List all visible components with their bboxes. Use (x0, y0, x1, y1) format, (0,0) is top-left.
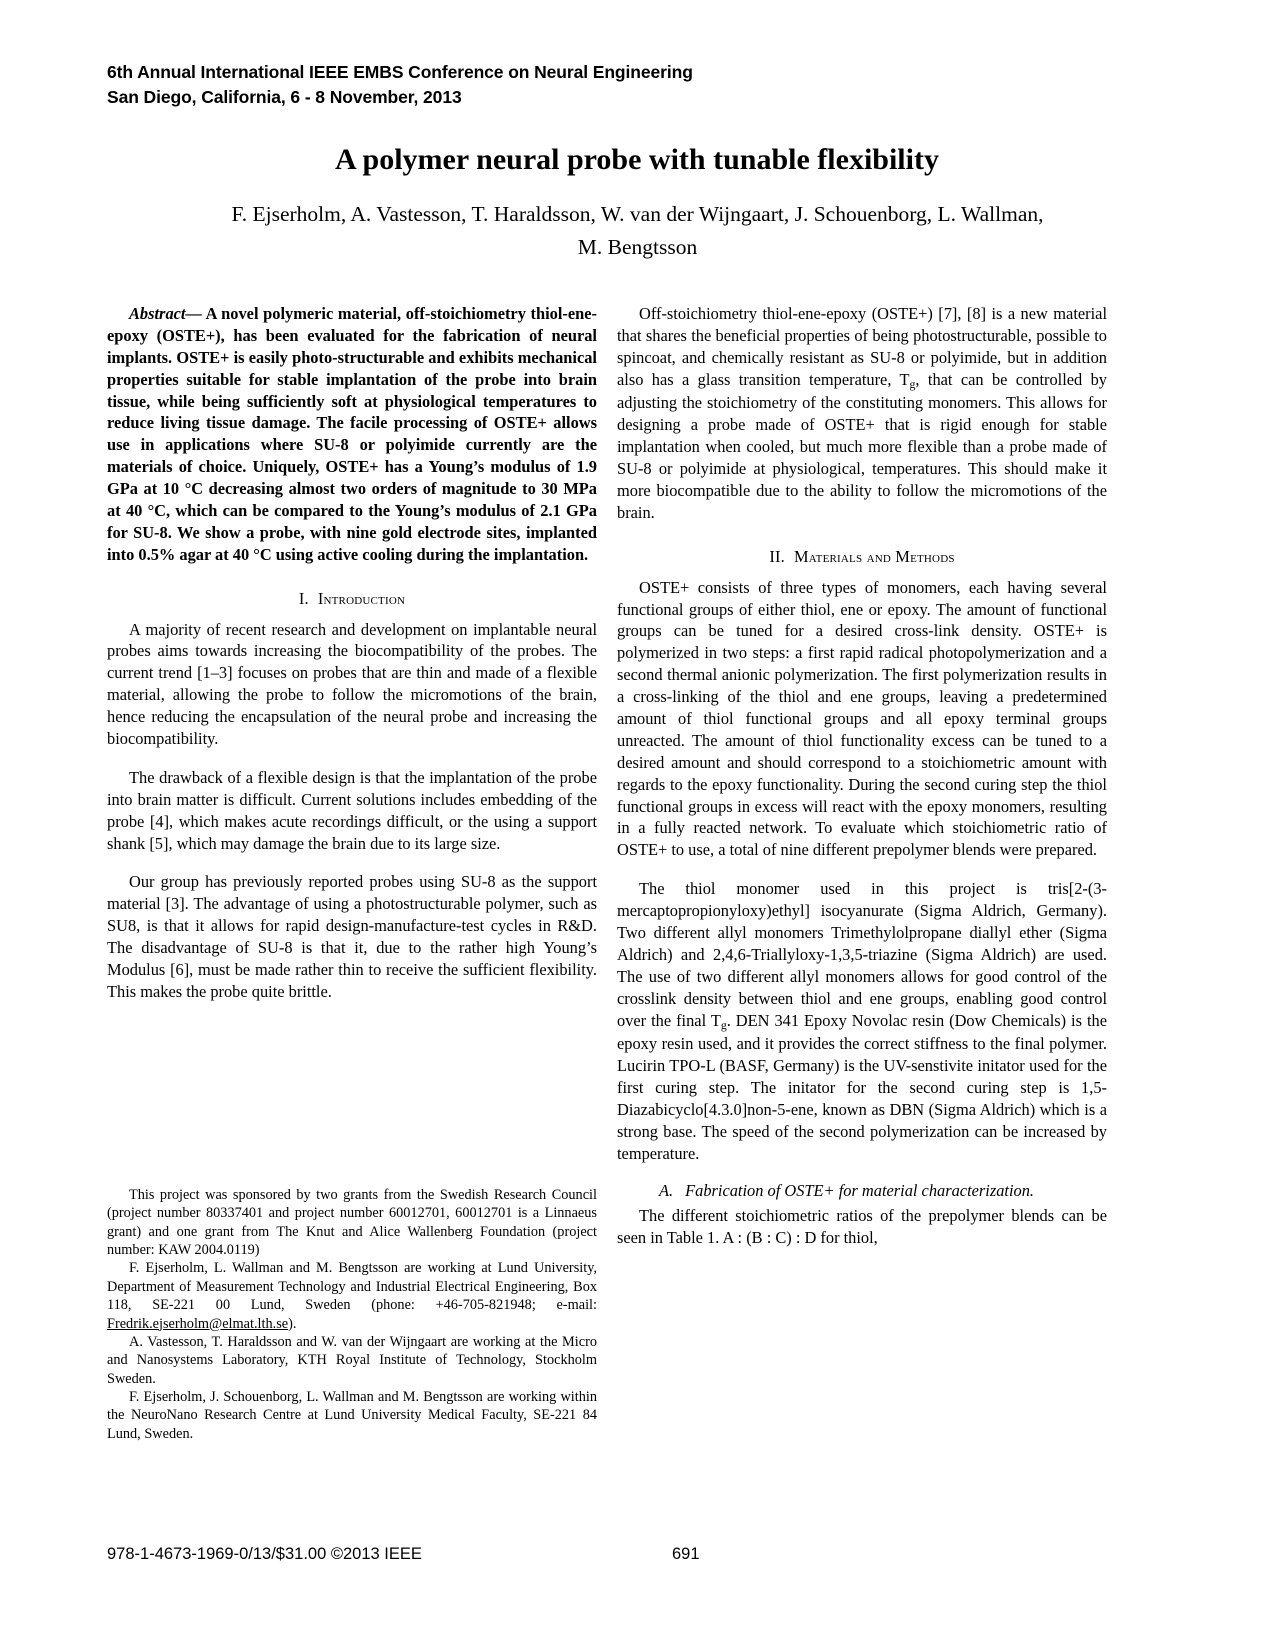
section-numeral: I. (298, 588, 309, 608)
section-heading-materials-and-methods (617, 546, 1107, 568)
author-line-2: M. Bengtsson (577, 235, 698, 260)
subsection-letter: A. (659, 1180, 674, 1200)
subsection-heading-a (659, 1180, 1107, 1202)
author-line-1: F. Ejserholm, A. Vastesson, T. Haraldsson, W. van der Wijngaart, J. Schouenborg, L. Wallman, (231, 202, 1044, 226)
section-label: Materials and Methods (793, 546, 955, 566)
materials-paragraph-1: OSTE+ consists of three types of monomers, each having several functional groups of either thiol, ene or epoxy. The amount of functional groups can be tuned for a desired cross-link density. OSTE+ is polymerized in two steps: a first rapid radical photopolymerization and a second thermal anionic polymerization. The first polymerization results in a cross-linking of the thiol and ene groups, leaving a predetermined amount of thiol functional groups and all epoxy terminal groups unreacted. The amount of thiol functionality excess can be tuned to a desired amount and should correspond to a stoichiometric amount with regards to the epoxy functionality. During the second curing step the thiol functional groups in excess will react with the epoxy monomers, resulting in a fully reacted network. To evaluate which stoichiometric ratio of OSTE+ to use, a total of nine different prepolymer blends were prepared. (617, 577, 1107, 860)
footnote-affiliation-kth: A. Vastesson, T. Haraldsson and W. van der Wijngaart are working at the Micro and Nanosystems Laboratory, KTH Royal Institute of Technology, Stockholm Sweden. (107, 1333, 597, 1387)
conference-header (107, 60, 1167, 110)
abstract-label: Abstract— (129, 304, 202, 323)
footnote-affiliation-neuronano: F. Ejserholm, J. Schouenborg, L. Wallman and M. Bengtsson are working within the NeuroNano Research Centre at Lund University Medical Faculty, SE-221 84 Lund, Sweden. (107, 1388, 597, 1442)
conference-name: 6th Annual International IEEE EMBS Conference on Neural Engineering (107, 62, 693, 82)
column-right (617, 303, 1107, 1249)
footnote-block (107, 1186, 597, 1443)
conference-location-date: San Diego, California, 6 - 8 November, 2013 (107, 86, 462, 107)
footnote-email-tail: ). (288, 1315, 297, 1332)
subsection-label: Fabrication of OSTE+ for material characterization. (685, 1180, 1035, 1200)
thiol-post: . DEN 341 Epoxy Novolac resin (Dow Chemicals) is the epoxy resin used, and it provides the correct stiffness to the final polymer. Lucirin TPO-L (BASF, Germany) is the UV-senstivite initator used for the first curing step. The initator for the second curing step is 1,5-Diazabicyclo[4.3.0]non-5-ene, known as DBN (Sigma Aldrich) which is a strong base. The speed of the second polymerization can be increased by temperature. (617, 1010, 1107, 1163)
footnote-affiliation-lund-text: F. Ejserholm, L. Wallman and M. Bengtsson are working at Lund University, Department of Measurement Technology and Industrial Electrical Engineering, Box 118, SE-221 00 Lund, Sweden (phone: +46-705-821948; e-mail: (107, 1260, 597, 1314)
footnote-funding: This project was sponsored by two grants from the Swedish Research Council (project number 80337401 and project number 60012701, 60012701 is a Linnaeus grant) and one grant from The Knut and Alice Wallenberg Foundation (project number: KAW 2004.0119) (107, 1187, 597, 1259)
author-email-link[interactable]: Fredrik.ejserholm@elmat.lth.se (107, 1315, 289, 1332)
intro-paragraph-2: The drawback of a flexible design is that the implantation of the probe into brain matter is difficult. Current solutions includes embedding of the probe [4], which makes acute recordings difficult, or the using a support shank [5], which may damage the brain due to its large size. (107, 767, 597, 853)
author-list (150, 198, 1125, 265)
ostep-intro-paragraph (617, 303, 1107, 524)
intro-paragraph-3: Our group has previously reported probes using SU-8 as the support material [3]. The advantage of using a photostructurable polymer, such as SU8, is that it allows for rapid design-manufacture-test cycles in R&D. The disadvantage of SU-8 is that it, due to the rather high Young’s Modulus [6], must be made rather thin to receive the sufficient flexibility. This makes the probe quite brittle. (107, 872, 597, 1001)
abstract-paragraph (107, 303, 597, 566)
page-number: 691 (672, 1545, 700, 1563)
tg-subscript-1: g (909, 376, 916, 391)
footnote-affiliation-lund (107, 1259, 597, 1332)
thiol-pre: The thiol monomer used in this project is tris[2-(3-mercaptopropionyloxy)ethyl] isocyanurate (Sigma Aldrich, Germany). Two different allyl monomers Trimethylolpropane diallyl ether (Sigma Aldrich) and 2,4,6-Triallyloxy-1,3,5-triazine (Sigma Aldrich) are used. The use of two different allyl monomers allows for good control of the crosslink density between thiol and ene groups, enabling good control over the final T (617, 879, 1107, 1030)
ostep-intro-post: , that can be controlled by adjusting the stoichiometry of the constituting monomers. This allows for designing a probe made of OSTE+ that is rigid enough for stable implantation when cooled, but much more flexible than a probe made of SU-8 or polyimide at physiological, temperatures. This should make it more biocompatible due to the ability to follow the micromotions of the brain. (617, 369, 1107, 522)
page-title: A polymer neural probe with tunable flexibility (335, 143, 939, 176)
intro-paragraph-1: A majority of recent research and development on implantable neural probes aims towards increasing the biocompatibility of the probes. The current trend [1–3] focuses on probes that are thin and made of a flexible material, allowing the probe to follow the micromotions of the brain, hence reducing the encapsulation of the neural probe and increasing the biocompatibility. (107, 619, 597, 749)
section-numeral: II. (769, 546, 785, 566)
section-label: Introduction (317, 588, 406, 608)
isbn-copyright: 978-1-4673-1969-0/13/$31.00 ©2013 IEEE (107, 1545, 422, 1563)
column-left (107, 303, 597, 1003)
ostep-intro-pre: Off-stoichiometry thiol-ene-epoxy (OSTE+) [7], [8] is a new material that shares the beneficial properties of being photostructurable, possible to spincoat, and chemically resistant as SU-8 or polyimide, but in addition also has a glass transition temperature, T (617, 304, 1107, 389)
materials-thiol-paragraph (617, 878, 1107, 1164)
section-heading-introduction (107, 588, 597, 610)
subsection-a-paragraph: The different stoichiometric ratios of the prepolymer blends can be seen in Table 1. A : (B : C) : D for thiol, (617, 1206, 1107, 1248)
abstract-body: A novel polymeric material, off-stoichiometry thiol-ene-epoxy (OSTE+), has been evaluated for the fabrication of neural implants. OSTE+ is easily photo-structurable and exhibits mechanical properties suitable for stable implantation of the probe into brain tissue, while being sufficiently soft at physiological temperatures to reduce living tissue damage. The facile processing of OSTE+ allows use in applications where SU-8 or polyimide currently are the materials of choice. Uniquely, OSTE+ has a Young’s modulus of 1.9 GPa at 10 °C decreasing almost two orders of magnitude to 30 MPa at 40 °C, which can be compared to the Young’s modulus of 2.1 GPa for SU-8. We show a probe, with nine gold electrode sites, implanted into 0.5% agar at 40 °C using active cooling during the implantation. (107, 304, 597, 564)
tg-subscript-2: g (720, 1017, 727, 1032)
